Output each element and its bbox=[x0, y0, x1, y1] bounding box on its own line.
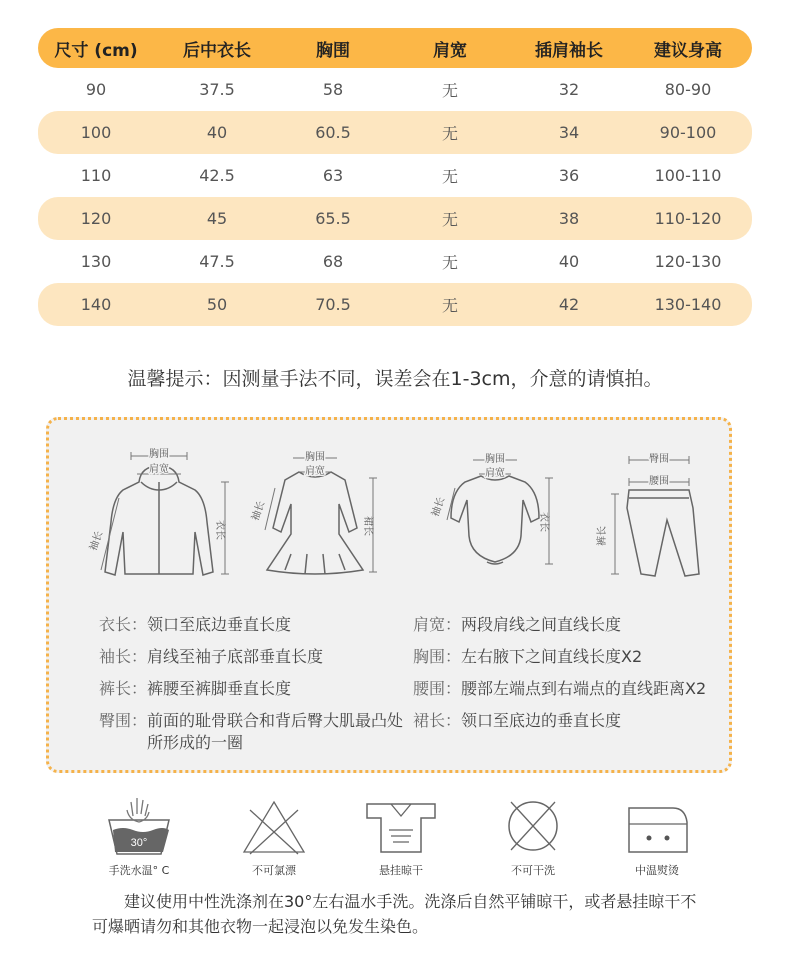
care-label: 不可氯漂 bbox=[252, 864, 296, 877]
definition-key: 衣长： bbox=[99, 615, 148, 634]
care-item bbox=[346, 796, 456, 878]
definition-item bbox=[99, 676, 291, 699]
table-cell: 无 bbox=[441, 210, 458, 229]
table-cell: 130-140 bbox=[654, 295, 722, 314]
definition-text: 领口至底边垂直长度 bbox=[147, 615, 292, 634]
hand-wash-icon bbox=[99, 796, 179, 856]
definition-text: 裤腰至裤脚垂直长度 bbox=[147, 679, 292, 698]
jacket-diagram bbox=[79, 442, 229, 592]
definition-key: 腰围： bbox=[413, 679, 462, 698]
definition-text: 肩线至袖子底部垂直长度 bbox=[147, 647, 324, 666]
table-cell: 110 bbox=[80, 166, 112, 185]
care-item bbox=[602, 796, 712, 878]
definition-item bbox=[99, 612, 291, 635]
size-table bbox=[38, 28, 752, 326]
table-cell: 100-110 bbox=[654, 166, 722, 185]
definition-key: 袖长： bbox=[99, 647, 148, 666]
romper-sleeve-label: 袖长 bbox=[430, 495, 448, 519]
header-cell: 后中衣长 bbox=[183, 40, 251, 61]
table-cell: 45 bbox=[206, 209, 228, 228]
care-instructions bbox=[0, 796, 790, 886]
table-cell: 80-90 bbox=[664, 80, 712, 99]
pants-waist-label: 腰围 bbox=[649, 476, 669, 487]
dress-skirt-label: 裙长 bbox=[362, 516, 373, 536]
care-label: 手洗水温° C bbox=[108, 864, 170, 877]
jacket-sleeve-label: 袖长 bbox=[88, 529, 106, 553]
care-item bbox=[84, 796, 194, 878]
table-cell: 34 bbox=[558, 123, 580, 142]
jacket-chest-label: 胸围 bbox=[149, 449, 169, 460]
table-cell: 40 bbox=[558, 252, 580, 271]
definition-text: 左右腋下之间直线长度X2 bbox=[461, 647, 643, 666]
definition-text: 前面的耻骨联合和背后臀大肌最凸处 bbox=[147, 711, 404, 730]
table-cell: 110-120 bbox=[654, 209, 722, 228]
wash-temp: 30° bbox=[130, 837, 148, 849]
table-row bbox=[38, 68, 752, 111]
table-cell: 47.5 bbox=[199, 252, 235, 271]
dress-shoulder-label: 肩宽 bbox=[305, 466, 325, 477]
table-cell: 70.5 bbox=[315, 295, 351, 314]
definition-text: 所形成的一圈 bbox=[147, 733, 244, 752]
romper-diagram bbox=[425, 448, 565, 578]
header-cell: 插肩袖长 bbox=[535, 40, 603, 61]
table-cell: 90 bbox=[85, 80, 107, 99]
table-cell: 90-100 bbox=[659, 123, 717, 142]
definition-item bbox=[99, 708, 403, 731]
table-cell: 无 bbox=[441, 167, 458, 186]
definition-item bbox=[413, 708, 621, 731]
table-cell: 无 bbox=[441, 81, 458, 100]
header-cell: 胸围 bbox=[316, 40, 350, 61]
dress-diagram bbox=[245, 448, 385, 588]
definition-key: 胸围： bbox=[413, 647, 462, 666]
table-cell: 100 bbox=[80, 123, 112, 142]
definition-key: 裤长： bbox=[99, 679, 148, 698]
measurement-hint: 温馨提示：因测量手法不同，误差会在1-3cm，介意的请慎拍。 bbox=[127, 368, 663, 390]
table-cell: 65.5 bbox=[315, 209, 351, 228]
definition-item bbox=[413, 676, 706, 699]
table-cell: 32 bbox=[558, 80, 580, 99]
table-cell: 42.5 bbox=[199, 166, 235, 185]
table-cell: 40 bbox=[206, 123, 228, 142]
header-cell: 建议身高 bbox=[654, 40, 722, 61]
definition-key: 裙长： bbox=[413, 711, 462, 730]
definition-item bbox=[99, 644, 323, 667]
definition-text: 腰部左端点到右端点的直线距离X2 bbox=[461, 679, 707, 698]
care-label: 不可干洗 bbox=[511, 864, 555, 877]
definition-text: 两段肩线之间直线长度 bbox=[461, 615, 622, 634]
dress-chest-label: 胸围 bbox=[305, 452, 325, 463]
hang-dry-icon bbox=[361, 796, 441, 856]
care-item bbox=[478, 796, 588, 878]
table-row bbox=[38, 283, 752, 326]
table-cell: 120 bbox=[80, 209, 112, 228]
table-header bbox=[38, 28, 752, 68]
definition-key: 臀围： bbox=[99, 711, 148, 730]
pants-length-label: 裤长 bbox=[597, 526, 608, 546]
table-row bbox=[38, 111, 752, 154]
care-label: 悬挂晾干 bbox=[379, 864, 423, 877]
table-cell: 37.5 bbox=[199, 80, 235, 99]
measurement-guide bbox=[46, 417, 732, 773]
no-dry-clean-icon bbox=[493, 796, 573, 856]
table-cell: 140 bbox=[80, 295, 112, 314]
table-cell: 无 bbox=[441, 296, 458, 315]
care-item bbox=[219, 796, 329, 878]
header-cell: 肩宽 bbox=[433, 40, 467, 61]
table-cell: 无 bbox=[441, 253, 458, 272]
table-row bbox=[38, 197, 752, 240]
table-cell: 无 bbox=[441, 124, 458, 143]
medium-iron-icon bbox=[617, 796, 697, 856]
definition-item-continued bbox=[147, 730, 243, 753]
table-cell: 130 bbox=[80, 252, 112, 271]
romper-chest-label: 胸围 bbox=[485, 454, 505, 465]
table-row bbox=[38, 240, 752, 283]
definition-item bbox=[413, 644, 642, 667]
jacket-length-label: 衣长 bbox=[214, 520, 225, 540]
table-cell: 120-130 bbox=[654, 252, 722, 271]
pants-diagram bbox=[589, 448, 709, 588]
table-row bbox=[38, 154, 752, 197]
table-cell: 38 bbox=[558, 209, 580, 228]
table-cell: 36 bbox=[558, 166, 580, 185]
jacket-shoulder-label: 肩宽 bbox=[149, 464, 169, 475]
table-cell: 50 bbox=[206, 295, 228, 314]
definition-key: 肩宽： bbox=[413, 615, 462, 634]
table-cell: 42 bbox=[558, 295, 580, 314]
table-cell: 63 bbox=[322, 166, 344, 185]
definition-text: 领口至底边的垂直长度 bbox=[461, 711, 622, 730]
table-cell: 68 bbox=[322, 252, 344, 271]
romper-shoulder-label: 肩宽 bbox=[485, 468, 505, 479]
wash-note: 建议使用中性洗涤剂在30°左右温水手洗。洗涤后自然平铺晾干，或者悬挂晾干不可爆晒请勿和其他衣物一起浸泡以免发生染色。 bbox=[92, 892, 697, 936]
care-label: 中温熨烫 bbox=[635, 864, 679, 877]
dress-sleeve-label: 袖长 bbox=[250, 499, 268, 523]
pants-hip-label: 臀围 bbox=[649, 454, 669, 465]
table-cell: 60.5 bbox=[315, 123, 351, 142]
table-cell: 58 bbox=[322, 80, 344, 99]
no-bleach-icon bbox=[234, 796, 314, 856]
romper-length-label: 衣长 bbox=[538, 512, 549, 532]
header-cell: 尺寸 (cm) bbox=[54, 40, 138, 61]
definition-item bbox=[413, 612, 621, 635]
